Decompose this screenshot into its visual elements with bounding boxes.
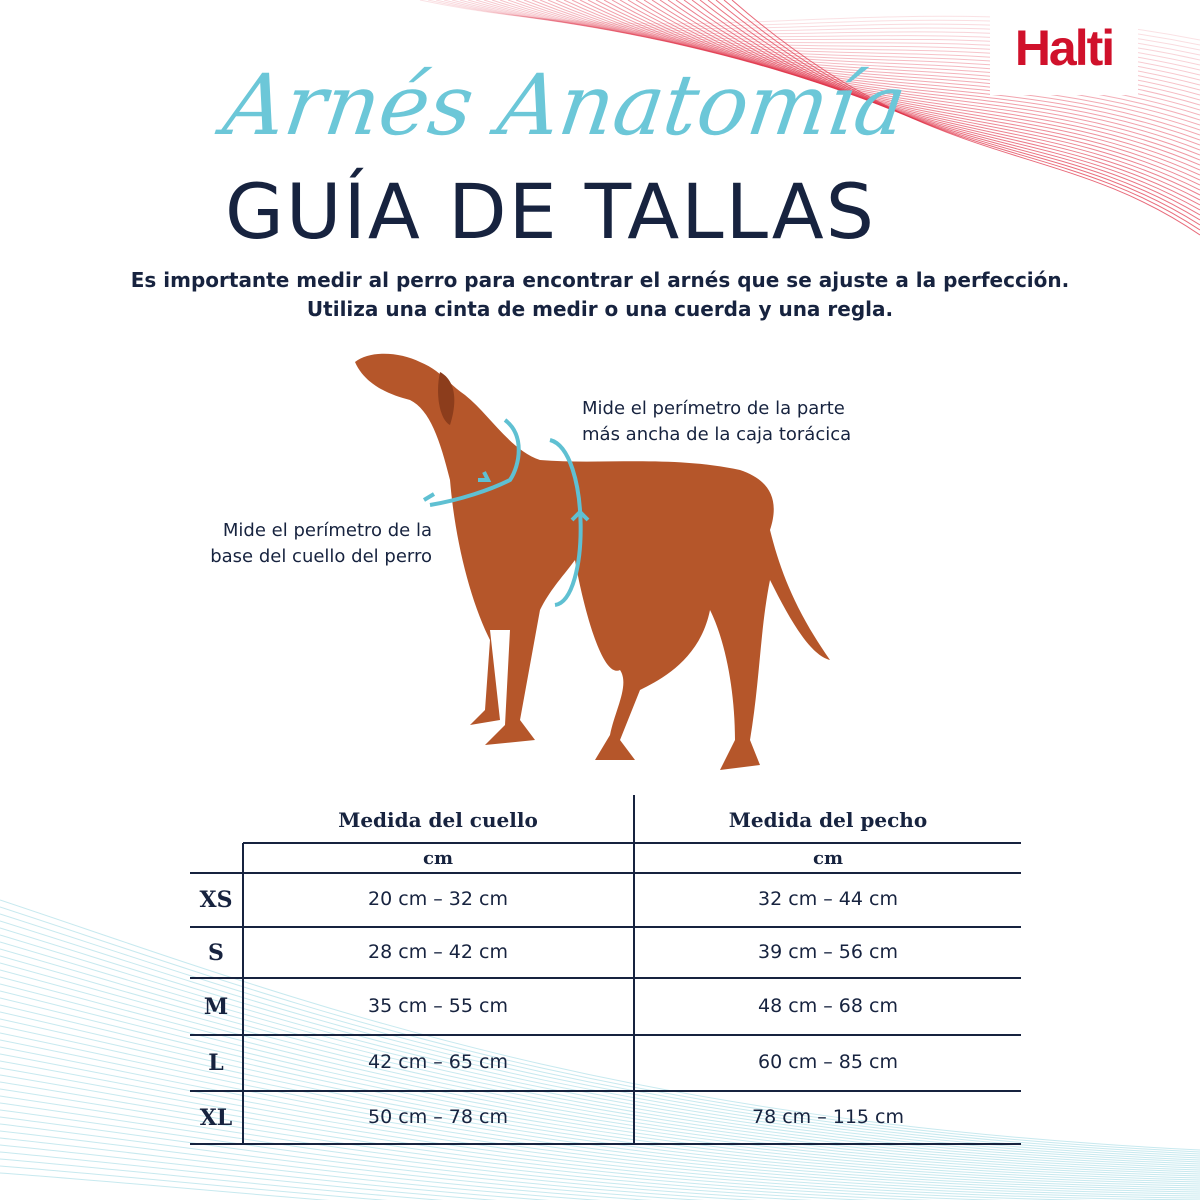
chest-annotation [582, 396, 851, 448]
chest-range: 32 cm – 44 cm [758, 888, 898, 910]
table-row-line [190, 926, 1021, 928]
chest-annotation-line-2: más ancha de la caja torácica [582, 424, 852, 445]
size-label: S [208, 939, 224, 966]
size-label: XL [199, 1104, 233, 1131]
intro-line-1: Es importante medir al perro para encontrar el arnés que se ajuste a la perfección. [130, 268, 1070, 292]
page-title: GUÍA DE TALLAS [225, 167, 876, 256]
size-label: XS [199, 887, 233, 913]
script-title: Arnés Anatomía [218, 56, 913, 154]
intro-text [0, 266, 1200, 324]
table-row-line [190, 1090, 1021, 1092]
neck-annotation-line-1: Mide el perímetro de la [222, 520, 432, 541]
size-label: L [208, 1050, 224, 1076]
header-neck: Medida del cuello [338, 808, 538, 832]
neck-annotation [130, 518, 432, 570]
table-row-line [190, 872, 1021, 874]
chest-range: 48 cm – 68 cm [758, 994, 898, 1017]
neck-range: 42 cm – 65 cm [368, 1051, 508, 1073]
header-chest: Medida del pecho [728, 808, 928, 832]
logo-text: Halti [1014, 19, 1114, 76]
table-divider [243, 842, 1021, 844]
neck-range: 35 cm – 55 cm [368, 994, 508, 1017]
chest-range: 60 cm – 85 cm [758, 1051, 898, 1073]
chest-range: 78 cm – 115 cm [751, 1105, 904, 1128]
neck-range: 50 cm – 78 cm [368, 1105, 508, 1128]
neck-range: 20 cm – 32 cm [368, 888, 508, 910]
size-label: M [203, 993, 229, 1020]
halti-logo [990, 0, 1138, 95]
intro-line-2: Utiliza una cinta de medir o una cuerda y una regla. [306, 297, 894, 321]
neck-range: 28 cm – 42 cm [368, 940, 508, 963]
table-row-line [190, 1143, 1021, 1145]
chest-range: 39 cm – 56 cm [758, 940, 898, 963]
unit-chest: cm [812, 848, 843, 869]
chest-annotation-line-1: Mide el perímetro de la parte [582, 398, 845, 419]
neck-annotation-line-2: base del cuello del perro [210, 546, 432, 567]
table-row-line [190, 977, 1021, 979]
unit-neck: cm [422, 848, 453, 869]
table-row-line [190, 1034, 1021, 1036]
